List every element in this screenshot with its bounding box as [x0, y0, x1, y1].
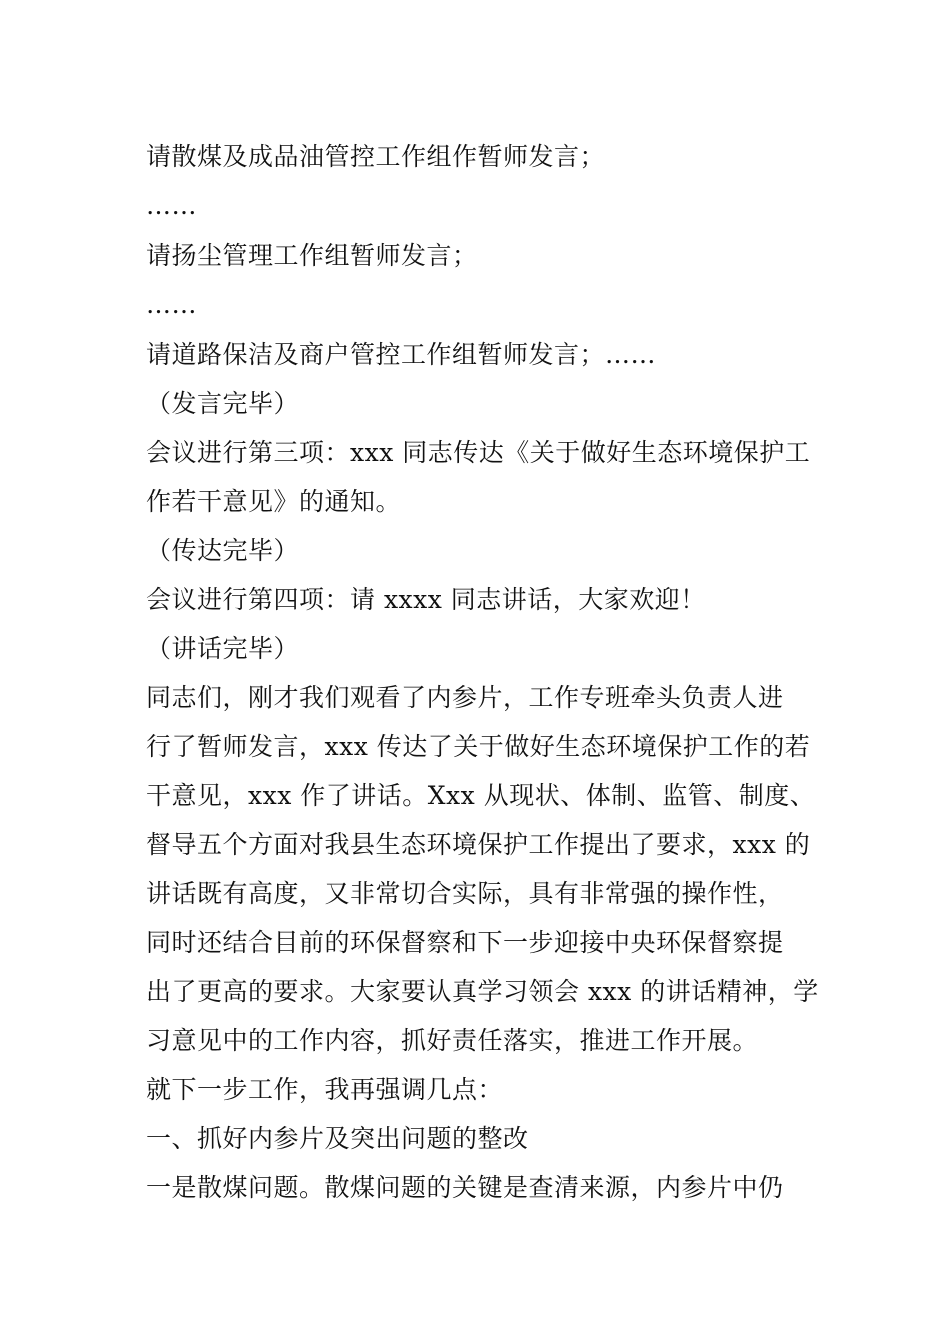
agenda-item-3: 会议进行第三项：xxx 同志传达《关于做好生态环境保护工	[146, 438, 811, 467]
summary-line-5: 讲话既有高度，又非常切合实际，具有非常强的操作性，	[146, 879, 784, 908]
agenda-item-4: 会议进行第四项：请 xxxx 同志讲话，大家欢迎！	[146, 585, 706, 614]
summary-line-6: 同时还结合目前的环保督察和下一步迎接中央环保督察提	[146, 928, 784, 957]
summary-line-1: 同志们，刚才我们观看了内参片，工作专班牵头负责人进	[146, 683, 784, 712]
summary-line-4: 督导五个方面对我县生态环境保护工作提出了要求，xxx 的	[146, 830, 811, 859]
summary-line-2: 行了暂师发言，xxx 传达了关于做好生态环境保护工作的若	[146, 732, 811, 761]
text-line-5: 请道路保洁及商户管控工作组暂师发言；……	[146, 340, 657, 369]
point-1-line: 一是散煤问题。散煤问题的关键是查清来源，内参片中仍	[146, 1173, 784, 1202]
text-line-1: 请散煤及成品油管控工作组作暂师发言；	[146, 142, 606, 171]
document-body	[146, 132, 819, 1212]
section-heading-1: 一、抓好内参片及突出问题的整改	[146, 1124, 529, 1153]
ellipsis-line-1: ……	[146, 191, 197, 220]
text-line-3: 请扬尘管理工作组暂师发言；	[146, 241, 478, 270]
summary-line-7: 出了更高的要求。大家要认真学习领会 xxx 的讲话精神，学	[146, 977, 819, 1006]
ellipsis-line-2: ……	[146, 290, 197, 319]
agenda-item-3-cont: 作若干意见》的通知。	[146, 487, 402, 516]
summary-line-3: 干意见，xxx 作了讲话。Xxx 从现状、体制、监管、制度、	[146, 781, 816, 810]
speech-finished-note: （发言完毕）	[146, 389, 300, 418]
talk-finished-note: （讲话完毕）	[146, 634, 300, 663]
summary-line-8: 习意见中的工作内容，抓好责任落实，推进工作开展。	[146, 1026, 759, 1055]
relay-finished-note: （传达完毕）	[146, 536, 300, 565]
next-steps-intro: 就下一步工作，我再强调几点：	[146, 1075, 504, 1104]
